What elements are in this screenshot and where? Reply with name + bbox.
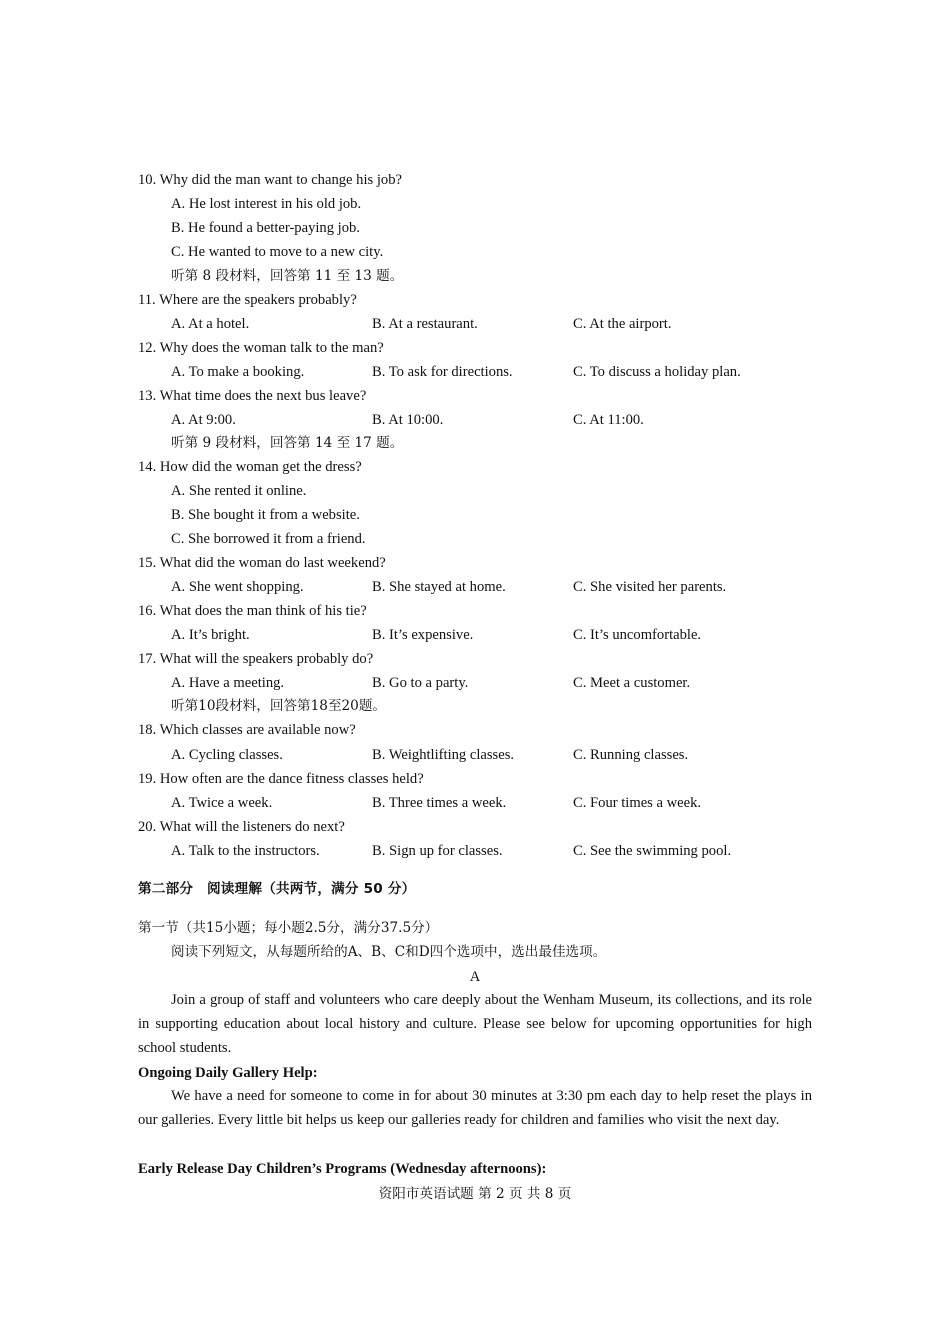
segment-9-instruction: 听第 9 段材料，回答第 14 至 17 题。	[171, 435, 404, 451]
question-13-option-a: A. At 9:00.	[171, 412, 236, 428]
question-12-option-b: B. To ask for directions.	[372, 364, 513, 380]
question-12-stem: 12. Why does the woman talk to the man?	[138, 340, 384, 356]
question-15-option-a: A. She went shopping.	[171, 579, 304, 595]
question-17-option-a: A. Have a meeting.	[171, 675, 285, 691]
question-14-option-c: C. She borrowed it from a friend.	[171, 531, 366, 547]
question-10-option-c: C. He wanted to move to a new city.	[171, 244, 384, 260]
question-16-stem: 16. What does the man think of his tie?	[138, 603, 367, 619]
question-14-option-a: A. She rented it online.	[171, 483, 307, 499]
question-20-option-a: A. Talk to the instructors.	[171, 843, 320, 859]
page-footer: 资阳市英语试题 第 2 页 共 8 页	[378, 1186, 572, 1202]
question-18-option-a: A. Cycling classes.	[171, 747, 283, 763]
question-17-stem: 17. What will the speakers probably do?	[138, 651, 374, 667]
gallery-help-heading: Ongoing Daily Gallery Help:	[138, 1065, 318, 1081]
question-13-stem: 13. What time does the next bus leave?	[138, 388, 367, 404]
question-18-option-c: C. Running classes.	[573, 747, 689, 763]
segment-10-instruction: 听第10段材料，回答第18至20题。	[171, 698, 387, 714]
question-20-stem: 20. What will the listeners do next?	[138, 819, 345, 835]
question-19-stem: 19. How often are the dance fitness classes held?	[138, 771, 424, 787]
reading-directions: 阅读下列短文，从每题所给的A、B、C和D四个选项中，选出最佳选项。	[171, 944, 607, 960]
question-14-option-b: B. She bought it from a website.	[171, 507, 360, 523]
question-13-option-c: C. At 11:00.	[573, 412, 644, 428]
question-20-option-c: C. See the swimming pool.	[573, 843, 732, 859]
part-2-heading: 第二部分 阅读理解（共两节，满分 50 分）	[138, 881, 416, 897]
question-13-option-b: B. At 10:00.	[372, 412, 444, 428]
question-17-option-b: B. Go to a party.	[372, 675, 469, 691]
gallery-help-paragraph: We have a need for someone to come in for about 30 minutes at 3:30 pm each day to help reset the plays in our galleries. Every little bit helps us keep our galleries ready for children and families who visit the next day.	[138, 1088, 812, 1128]
question-11-option-b: B. At a restaurant.	[372, 316, 478, 332]
question-11-stem: 11. Where are the speakers probably?	[138, 292, 357, 308]
question-18-stem: 18. Which classes are available now?	[138, 722, 356, 738]
passage-intro: Join a group of staff and volunteers who care deeply about the Wenham Museum, its collections, and its role in supporting education about local history and culture. Please see below for upcoming opportunities for high school students.	[138, 992, 812, 1056]
passage-label: A	[469, 969, 481, 985]
question-17-option-c: C. Meet a customer.	[573, 675, 691, 691]
question-20-option-b: B. Sign up for classes.	[372, 843, 503, 859]
question-11-option-a: A. At a hotel.	[171, 316, 250, 332]
section-1-heading: 第一节（共15小题；每小题2.5分，满分37.5分）	[138, 920, 439, 936]
question-15-stem: 15. What did the woman do last weekend?	[138, 555, 386, 571]
question-19-option-b: B. Three times a week.	[372, 795, 507, 811]
question-16-option-a: A. It’s bright.	[171, 627, 250, 643]
children-programs-heading: Early Release Day Children’s Programs (Wednesday afternoons):	[138, 1161, 547, 1177]
question-10-option-b: B. He found a better-paying job.	[171, 220, 360, 236]
question-11-option-c: C. At the airport.	[573, 316, 672, 332]
question-14-stem: 14. How did the woman get the dress?	[138, 459, 362, 475]
question-16-option-c: C. It’s uncomfortable.	[573, 627, 702, 643]
question-12-option-a: A. To make a booking.	[171, 364, 305, 380]
question-10-option-a: A. He lost interest in his old job.	[171, 196, 362, 212]
question-12-option-c: C. To discuss a holiday plan.	[573, 364, 741, 380]
question-16-option-b: B. It’s expensive.	[372, 627, 474, 643]
question-10-stem: 10. Why did the man want to change his job?	[138, 172, 402, 188]
question-19-option-c: C. Four times a week.	[573, 795, 702, 811]
question-18-option-b: B. Weightlifting classes.	[372, 747, 515, 763]
question-19-option-a: A. Twice a week.	[171, 795, 273, 811]
segment-8-instruction: 听第 8 段材料，回答第 11 至 13 题。	[171, 268, 404, 284]
question-15-option-b: B. She stayed at home.	[372, 579, 506, 595]
question-15-option-c: C. She visited her parents.	[573, 579, 727, 595]
